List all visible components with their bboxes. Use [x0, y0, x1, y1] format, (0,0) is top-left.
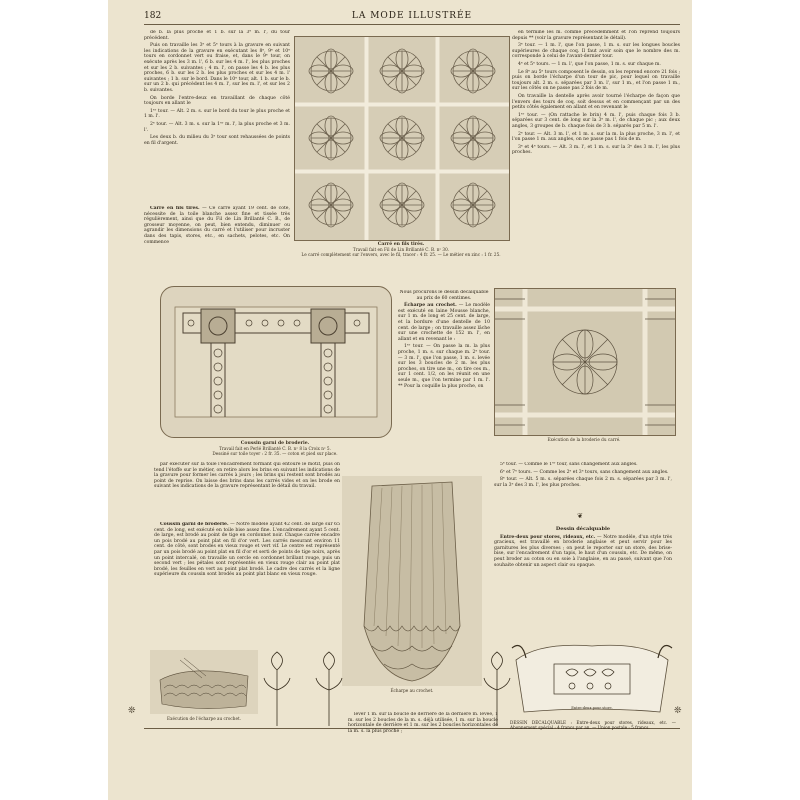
echarpe-title: Écharpe au crochet.	[404, 303, 457, 309]
caption-execution-carre: Exécution de la broderie du carré.	[547, 437, 621, 442]
echarpe-tours: 1ᵉʳ tour. — On passe la m. la plus proche, 1 m. s. sur chaque m. 2ᵉ tour. — 3 m. l', que l'on passe, 1 m. s. levée sur les 3 boucles de 2 m. les plus proches, on tire une m., on tire ces m., sur 1 cent. 1/2, on les réunit en une seule m., que l'on termine par 1 m. l'. ** Pour la coquille la plus proche, on	[398, 344, 490, 389]
caption-carre-line1: Travail fait en Fil de Lin Brillanté C. B. nᵒ 30.	[352, 247, 450, 252]
caption-coussin	[160, 440, 390, 456]
caption-store: Entre-deux pour store.	[571, 706, 613, 710]
section-dessin-subtitle: Entre-deux pour stores, rideaux, etc.	[500, 534, 596, 540]
section-dessin-text: — Notre modèle, d'un style très gracieux, est travaillé en broderie anglaise et peut servir pour les garnitures les plus diverses ; on peut le reporter sur un store, des brise-bise, sur l'encadrement d'un tapis, le haut d'un coussin, etc. De même, on peut broder au coton ou en soie à l'anglaise, en au passé, suivant que l'on souhaite obtenir un aspect clair ou opaque.	[494, 534, 672, 568]
section-coussin-text: — Notre modèle ayant 42 cent. de large sur 65 cent. de long, est exécuté en toile bise assez fine. L'encadrement ayant 5 cent. de large, est brodé au point de tige en cordonnet noir. Chaque carrée encadre un pois brodé au point plat en fil d'or vert. Les carrés mesurant environ 11 cent. de côté, sont brodés en vieux rouge et vert vif. Le centre est représenté par un pois brodé au point plat en fil d'or et serti de points de tige noirs, après un point intercalé, on travaille un cercle en cordonnet brillant rouge, puis un second vert ; les pétales sont représentés en vieux rouge clair au point plat brodé, les feuilles en vert au point plat brodé. Le cadre des carrés et la ligne supérieure du coussin sont brodés au point plat blanc en vieux rouge.	[154, 522, 340, 578]
section-coussin-paragraph	[154, 522, 340, 578]
left-column-middle	[154, 462, 340, 520]
lily-ornament-icon	[260, 650, 294, 726]
ornament-divider: ❦	[577, 512, 583, 520]
dessin-price-note: Nous procurons le dessin décalquable au prix de 60 centimes.	[399, 290, 489, 301]
echarpe-text: — Le modèle est exécuté en laine Mousse blanche, sur 1 m. de long et 25 cent. de large, et la bordure d'une dentelle de 10 cent. de large ; on travaille assez lâche sur une crochette de 152 m. l', en allant et en revenant le :	[398, 303, 490, 342]
paragraph: 3ᵉ et 4ᵉ tours. — Alt. 3 m. l', et 1 m. s. sur la 3ᵉ des 3 m. l', les plus proches.	[512, 144, 680, 156]
caption-execution-echarpe: Exécution de l'écharpe au crochet.	[167, 716, 241, 721]
paragraph: 1ᵉʳ tour. — (On rattache le brin) 4 m. l', puis chaque fois 3 b. séparées sur 3 cent. de long sur la 3ᵉ m. l', de chaque pic ; aux deux angles, 3 groupes de b. chaque fois de 3 b. séparés par 5 m. l'.	[512, 112, 680, 129]
magazine-page	[108, 0, 692, 800]
paragraph: Le 8ᵉ au 5ᵉ tours composent le dessin, on les reprend encore 21 fois ; puis on borde l'écharpe d'un tour de pic, pour lequel on travaille toujours alt. 2 m. s. séparées par 3 m. l', sur 1 m., et l'on passe 1 m., sur les côtés on ne passe pas 2 fois de m.	[512, 69, 680, 92]
section-dessin-paragraph	[494, 535, 672, 569]
bottom-middle-text	[348, 712, 498, 752]
figure-coussin	[160, 286, 392, 438]
section-carre-text: — Ce carré ayant 19 cent. de côté, nécessite de la toile blanche assez fine et tissée très régulièrement, ainsi que du Fil de Lin Brillanté C. B., de grosseur moyenne, on peut, bien entendu, diminuer ou agrandir les dimensions du carré et l'utiliser pour incruster dans des tapis, stores, etc., en sachets, pelotes, etc. On commence	[144, 206, 290, 245]
paragraph: On travaille la dentelle après avoir tourné l'écharpe de façon que l'envers des tours de coq. soit dessus et en commençant par un des petits côtés également en allant et en revenant le	[512, 93, 680, 111]
drawn-thread-square-illustration	[295, 37, 509, 240]
paragraph: DESSIN DÉCALQUABLE : Entre-deux pour stores, rideaux, etc. — Abonnement spécial : 4 francs par an. — Union postale : 5 francs.	[510, 720, 676, 730]
bottom-right-text	[510, 720, 676, 750]
page-header	[144, 10, 680, 25]
corner-ornament-left: ❊	[128, 706, 136, 716]
caption-echarpe: Écharpe au crochet.	[390, 688, 434, 693]
caption-carre	[294, 241, 508, 257]
page-number: 182	[144, 11, 162, 21]
caption-carre-line2: Le carré complètement sur l'envers, avec le fil, tracer : 4 fr. 25. — Le métier en zinc : 1 fr. 25.	[301, 252, 501, 257]
figure-carre-fils-tires	[294, 36, 510, 241]
middle-column	[398, 290, 490, 468]
paragraph: 4ᵉ et 5ᵉ tours. — 1 m. l', que l'on passe, 1 m. s. sur chaque m.	[518, 61, 661, 67]
section-carre-title: Carré en fils tirés.	[150, 206, 200, 211]
section-coussin-title: Coussin garni de broderie.	[160, 522, 229, 527]
paragraph: de b. la plus proche et 1 b. sur la 3ᵉ m. l', du tour précédent.	[144, 30, 290, 41]
paragraph: Puis on travaille les 3ᵉ et 5ᵉ tours à la gravure en suivant les indications de la gravure en exécutant les 8ᵉ, 9ᵉ et 10ᵉ tours en cordonnet vert ou fraise, et, dans le 9ᵉ tour, on exécute après les 3 m. l', 6 b. sur les 4 m. l', les plus proches et sur les 2 b. suivantes ; 4 m. l', on passe les 4 b. les plus proches, 6 b. sur les 2 b. les plus proches et sur les 4 m. l' suivantes ; 1 b. sur le bord. Dans le 10ᵉ tour, alt. 1 b. sur le b. sur un 2 b. qui précèdent les 4 m. l', sur les m. l', et sur les 2 b. suivantes.	[144, 43, 290, 93]
section-coussin	[154, 522, 340, 646]
paragraph: 2ᵉ tour. — Alt. 3 m. l', et 1 m. s. sur la m. la plus proche, 3 m. l', et l'on passe 1 m. aux angles, on ne passe pas 1 fois de m.	[512, 131, 680, 143]
paragraph: 8ᵉ tour. — Alt. 5 m. s. séparées chaque fois 2 m. s. séparées par 3 m. l', sur la 3ᵉ des 3 m. l', les plus proches.	[494, 477, 672, 488]
paragraph: On borde l'entre-deux en travaillant de chaque côté toujours en allant le	[144, 95, 290, 107]
left-column-top	[144, 30, 290, 198]
paragraph: 6ᵉ et 7ᵉ tours. — Comme les 2ᵉ et 3ᵉ tours, sans changement aux angles.	[500, 469, 669, 475]
section-dessin	[494, 524, 672, 616]
corner-ornament-right: ❊	[674, 706, 682, 716]
figure-execution-echarpe	[150, 650, 258, 714]
figure-execution-carre	[494, 288, 676, 436]
scarf-detail-illustration	[150, 650, 258, 714]
caption-coussin-line2: Dessiné sur toile toyer : 2 fr. 35. — coton et pied sur place.	[212, 451, 338, 456]
caption-coussin-line1: Travail fait en Perlé Brillanté C. B. nᵒ 8 la Croix nᵒ 5.	[219, 446, 331, 451]
paragraph: 3ᵉ tour. — 1 m. l', que l'on passe, 1 m. s. sur les longues boucles supérieures de chaque coq. Il faut avoir soin que le nombre des m. corresponde à celui de l'avant-dernier tour.	[512, 43, 680, 60]
right-column-middle	[494, 462, 672, 514]
section-dessin-title: Dessin décalquable	[555, 526, 611, 532]
execution-square-illustration	[495, 289, 675, 435]
section-carre-paragraph	[144, 206, 290, 245]
figure-entre-deux-store	[510, 612, 674, 716]
figure-echarpe	[342, 476, 482, 686]
curtain-insert-illustration	[510, 612, 674, 716]
paragraph: lever 1 m. sur la boucle de derrière de la dernière m. levée, 1 m. sur les 2 boucles de la m. s. déjà utilisée, 1 m. sur la boucle horizontale de derrière et 1 m. sur les 2 boucles horizontales de la m. s. la plus proche ;	[348, 712, 498, 734]
caption-coussin-title-text: Coussin garni de broderie.	[240, 441, 310, 446]
paragraph: 2ᵉ tour. — Alt. 3 m. s. sur la 1ᵉʳ m. l', la plus proche et 3 m. l'.	[144, 121, 290, 133]
paragraph: Les deux b. du milieu du 3ᵉ tour sont rehaussées de points en fil d'argent.	[144, 135, 290, 146]
scarf-illustration	[342, 476, 482, 686]
echarpe-paragraph	[398, 303, 490, 342]
cushion-illustration	[161, 287, 391, 437]
paragraph: 1ᵉʳ tour. — Alt. 2 m. s. sur le bord du tour le plus proche et 1 m. l'.	[144, 108, 290, 120]
lily-ornament-icon	[312, 650, 346, 726]
paragraph: en termine les m. comme précédemment et l'on reprend toujours depuis ** (voir la gravure représentant le détail).	[512, 30, 680, 41]
magazine-title: LA MODE ILLUSTRÉE	[351, 11, 473, 21]
paragraph: par exécuter sur la toile l'encadrement formant qui entoure le motif, puis on tend l'étoffe sur le métier, on retire alors les brins en suivant les indications de la gravure pour former les carrés à jours ; les brins qui restent sont brodés au point de reprise. On laisse des brins dans les carrés vides et on les brode en suivant les indications de la gravure représentant le détail du travail.	[154, 462, 340, 490]
paragraph: 5ᵉ tour. — Comme le 1ᵉʳ tour, sans changement aux angles.	[500, 462, 638, 467]
caption-carre-title-text: Carré en fils tirés.	[377, 242, 425, 247]
right-column-top	[512, 30, 680, 284]
section-carre	[144, 206, 290, 286]
